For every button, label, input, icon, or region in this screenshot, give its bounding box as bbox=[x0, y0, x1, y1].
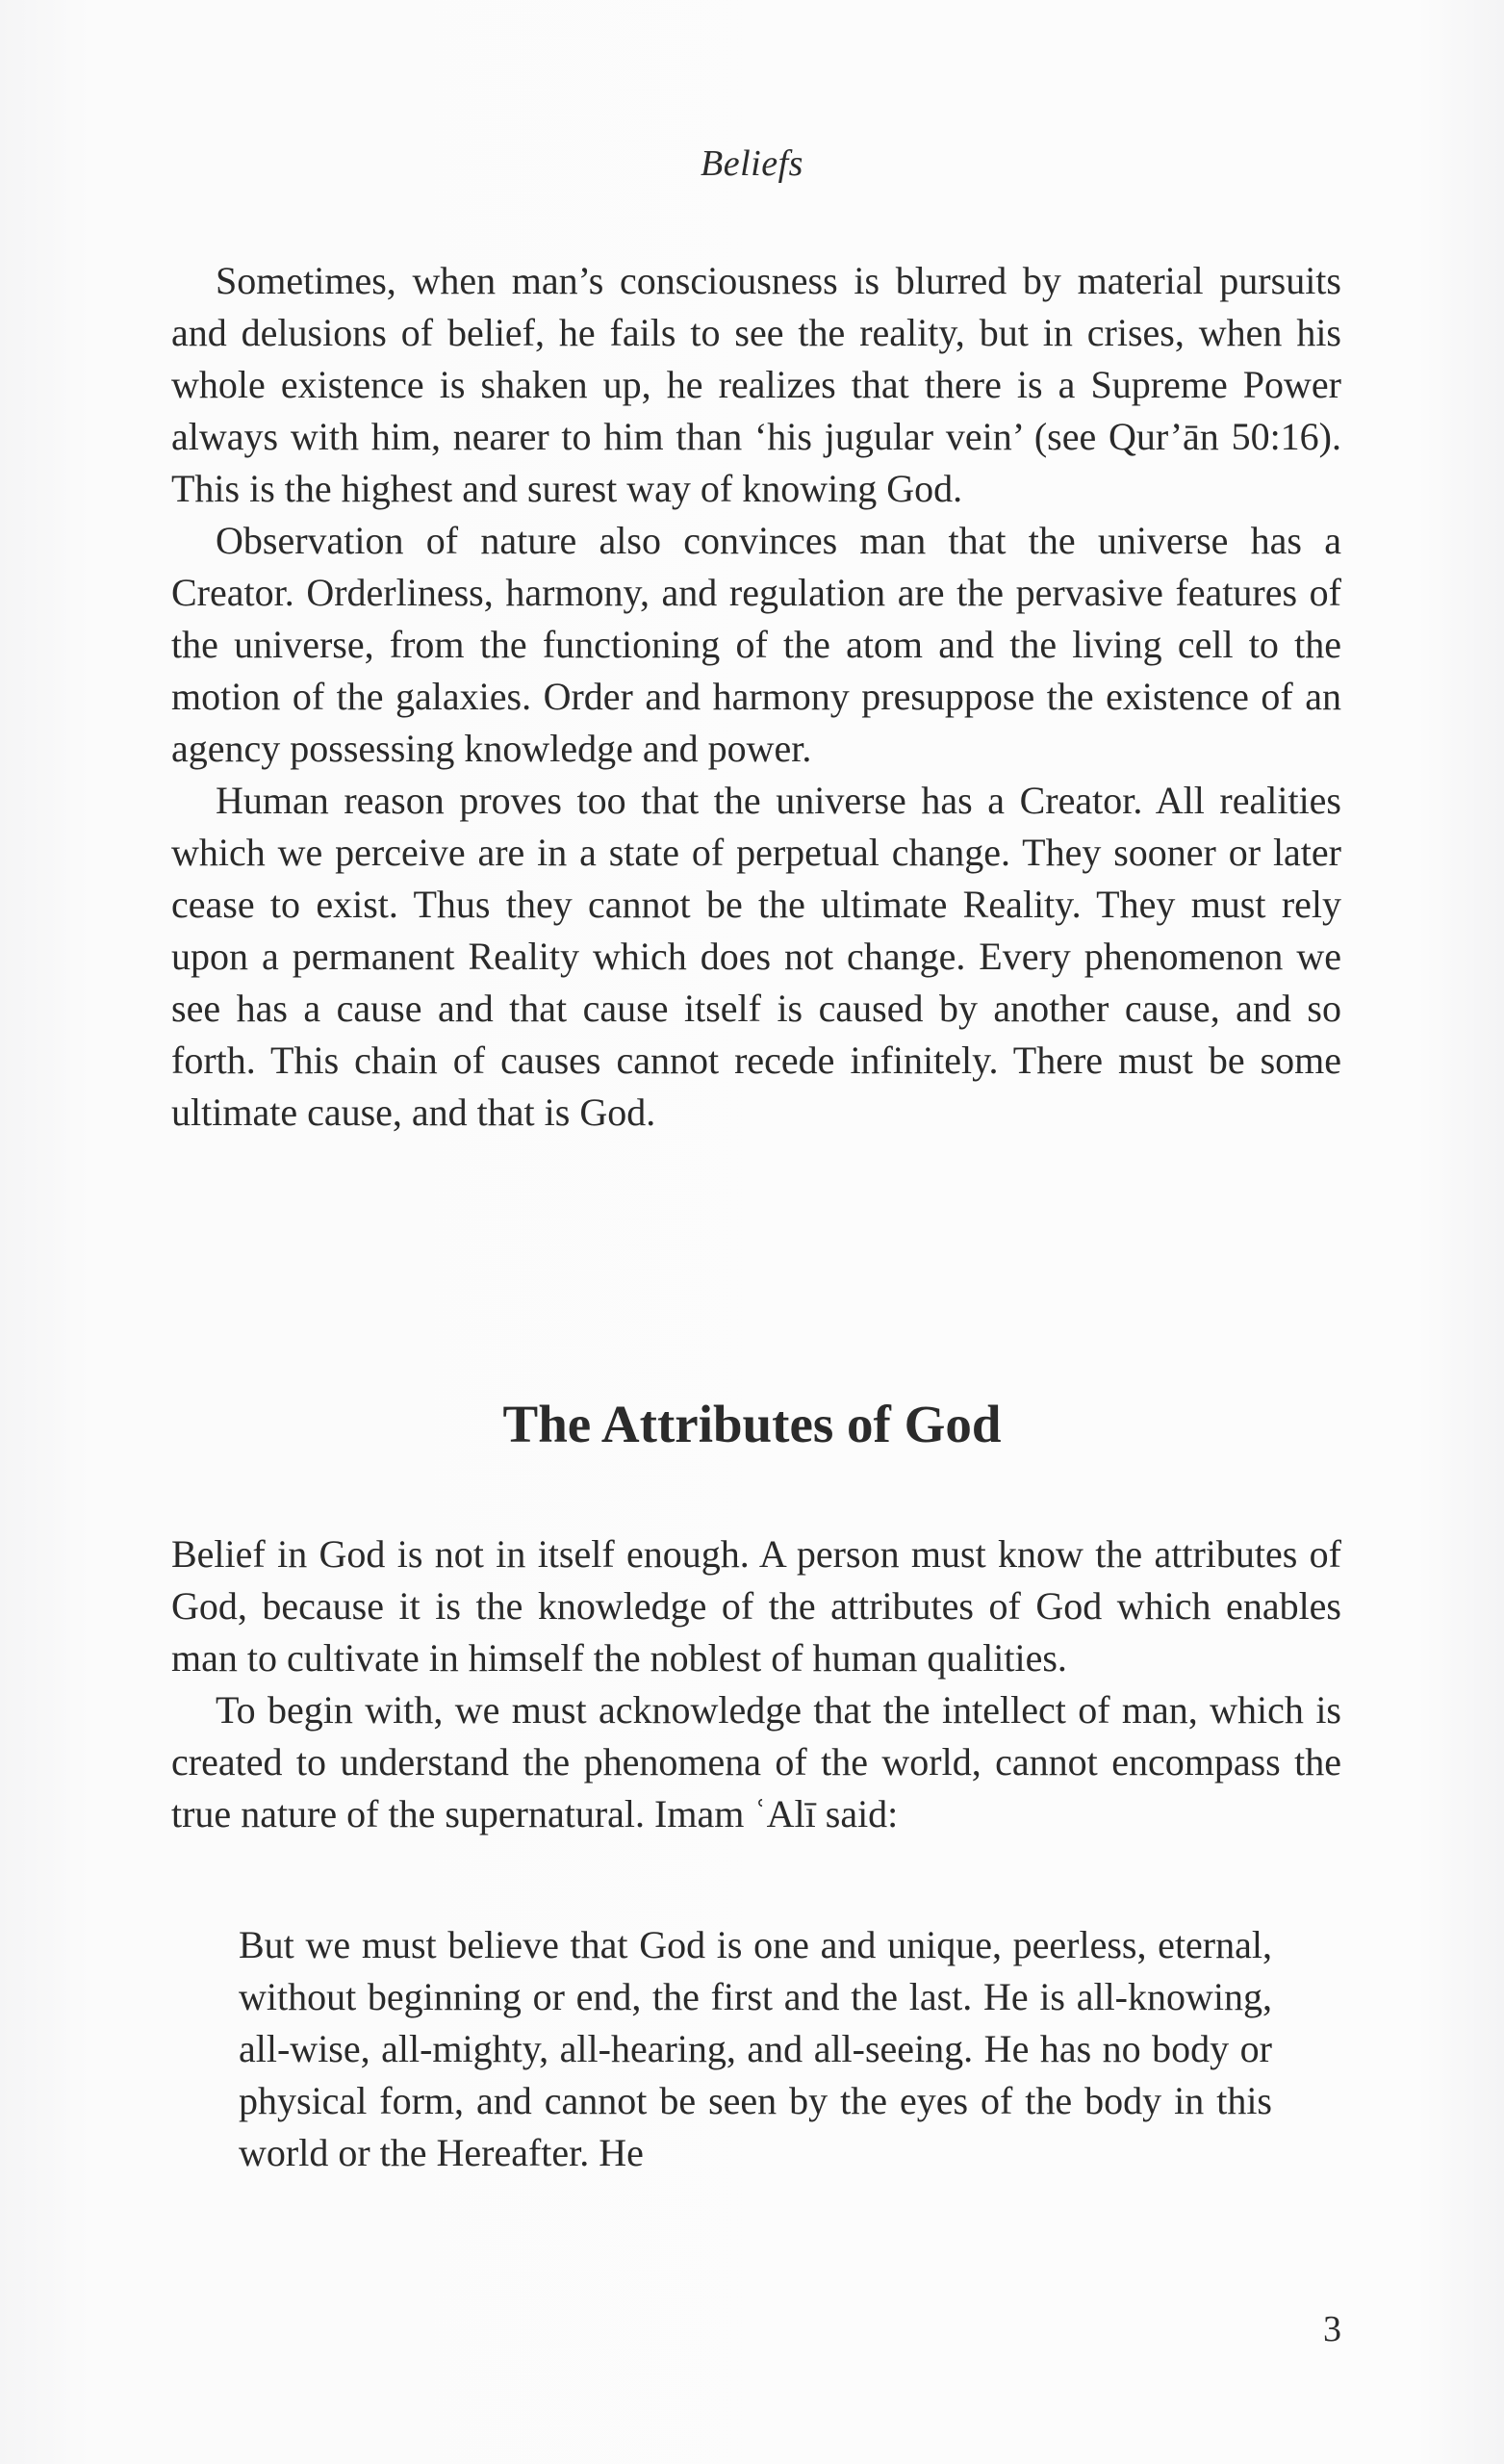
running-head: Beliefs bbox=[701, 143, 803, 184]
paragraph: Belief in God is not in itself enough. A person must know the attributes of God, because it is the knowledge of the attributes of God which enables man to cultivate in himself the noblest of human qualities. bbox=[171, 1532, 1341, 1680]
block-quote: But we must believe that God is one and unique, peerless, eternal, without beginning or end, the first and the last. He is all-knowing, all-wise, all-mighty, all-hearing, and all-seeing. He has no body or physical form, and cannot be seen by the eyes of the body in this world or the Hereafter. He bbox=[239, 1923, 1272, 2174]
paragraph: Observation of nature also convinces man that the universe has a Creator. Orderliness, harmony, and regulation are the pervasive features of the universe, from the functioning of the atom and the living cell to the motion of the galaxies. Order and harmony presuppose the existence of an agency possessing knowledge and power. bbox=[171, 519, 1341, 770]
section-heading: The Attributes of God bbox=[502, 1395, 1002, 1453]
page-number: 3 bbox=[1323, 2309, 1341, 2349]
paragraph: To begin with, we must acknowledge that the intellect of man, which is created to understand the phenomena of the world, cannot encompass the true nature of the supernatural. Imam ʿAlī said: bbox=[171, 1688, 1341, 1835]
paragraph: Sometimes, when man’s consciousness is blurred by material pursuits and delusions of belief, he fails to see the reality, but in crises, when his whole existence is shaken up, he realizes that there is a Supreme Power always with him, nearer to him than ‘his jugular vein’ (see Qur’ān 50:16). This is the highest and surest way of knowing God. bbox=[171, 259, 1341, 510]
paragraph: Human reason proves too that the universe has a Creator. All realities which we perceive are in a state of perpetual change. They sooner or later cease to exist. Thus they cannot be the ultimate Reality. They must rely upon a permanent Reality which does not change. Every phenomenon we see has a cause and that cause itself is caused by another cause, and so forth. This chain of causes cannot recede infinitely. There must be some ultimate cause, and that is God. bbox=[171, 779, 1341, 1134]
section-intro-text bbox=[171, 255, 1341, 1139]
section-attributes-text bbox=[171, 1528, 1341, 1840]
